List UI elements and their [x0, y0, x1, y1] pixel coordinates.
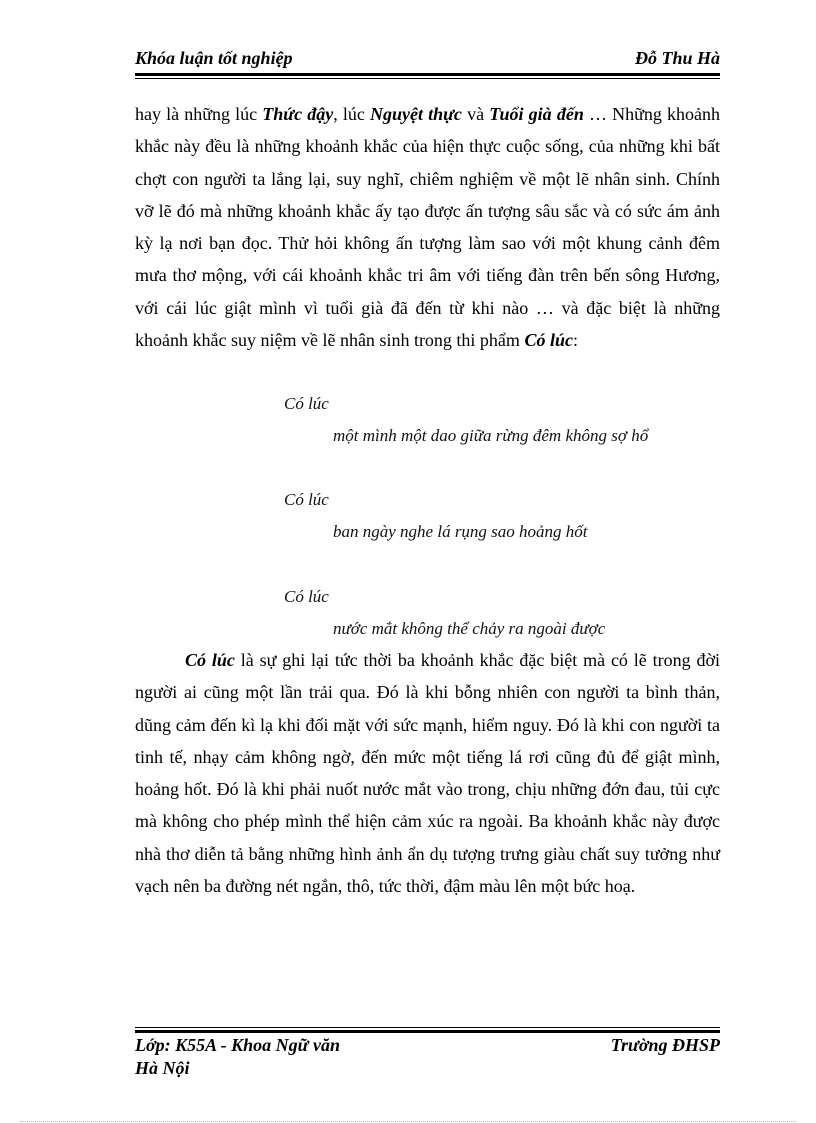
header-author: Đỗ Thu Hà — [634, 48, 720, 68]
footer-school: Trường ĐHSP — [610, 1035, 720, 1055]
footer-class-info — [135, 1034, 395, 1080]
text-run: : — [572, 330, 578, 351]
footer-rule-thick — [135, 1030, 720, 1033]
emphasis-co-luc: Có lúc — [524, 330, 573, 351]
page-header — [135, 48, 720, 69]
body-paragraph-2 — [135, 644, 720, 902]
page-bottom-border — [20, 1121, 796, 1122]
text-run: … Những khoảnh khắc này đều là những khoảnh khắc của hiện thực cuộc sống, của những khi bất chợt con người ta lắng lại, suy nghĩ, chiêm nghiệm về một lẽ nhân sinh. Chính vỡ lẽ đó mà những khoảnh khắc ấy tạo được ấn tượng sâu sắc và có sức ám ảnh kỳ lạ nơi bạn đọc. Thử hỏi không ấn tượng làm sao với một khung cảnh đêm mưa thơ mộng, với cái khoảnh khắc tri âm với tiếng đàn trên bến sông Hương, với cái lúc giật mình vì tuổi già đã đến từ khi nào … và đặc biệt là những khoảnh khắc suy niệm về lẽ nhân sinh trong thi phẩm — [135, 104, 720, 351]
emphasis-tuoi-gia-den: Tuổi già đến — [489, 104, 584, 124]
footer-class-line: Lớp: K55A - Khoa Ngữ văn — [135, 1035, 340, 1055]
emphasis-nguyet-thuc: Nguyệt thực — [370, 104, 462, 124]
body-paragraph-1 — [135, 98, 720, 356]
header-title: Khóa luận tốt nghiệp — [135, 48, 293, 68]
text-run: và — [461, 104, 490, 124]
footer-rule-thin — [135, 1027, 720, 1028]
poem-stanza-3-head: Có lúc — [284, 587, 329, 606]
text-run: , lúc — [333, 104, 370, 124]
text-run: là sự ghi lại tức thời ba khoảnh khắc đặc biệt mà có lẽ trong đời người ai cũng một lần trải qua. Đó là khi bỗng nhiên con người ta bình thản, dũng cảm đến kì lạ khi đối mặt với sức mạnh, hiểm nguy. Đó là khi con người ta tinh tế, nhạy cảm không ngờ, đến mức một tiếng lá rơi cũng đủ để giật mình, hoảng hốt. Đó là khi phải nuốt nước mắt vào trong, chịu những đớn đau, tủi cực mà không cho phép mình thể hiện cảm xúc ra ngoài. Ba khoảnh khắc này được nhà thơ diễn tả bằng những hình ảnh ẩn dụ tượng trưng giàu chất suy tưởng như vạch nên ba đường nét ngắn, thô, tức thời, đậm màu lên một bức hoạ. — [135, 650, 721, 897]
poem-stanza-1-head: Có lúc — [284, 394, 329, 413]
poem-stanza-2-head: Có lúc — [284, 490, 329, 509]
text-run: hay là những lúc — [135, 104, 263, 124]
poem-stanza-2-line: ban ngày nghe lá rụng sao hoảng hốt — [333, 522, 588, 541]
poem-stanza-3-line: nước mắt không thể chảy ra ngoài được — [333, 619, 606, 638]
header-rule-thin — [135, 78, 720, 79]
poem-stanza-1-line: một mình một dao giữa rừng đêm không sợ hổ — [333, 426, 649, 445]
emphasis-co-luc: Có lúc — [185, 650, 235, 670]
header-rule-thick — [135, 73, 720, 76]
emphasis-thuc-day: Thức đậy — [262, 104, 334, 124]
footer-city-line: Hà Nội — [135, 1058, 190, 1078]
